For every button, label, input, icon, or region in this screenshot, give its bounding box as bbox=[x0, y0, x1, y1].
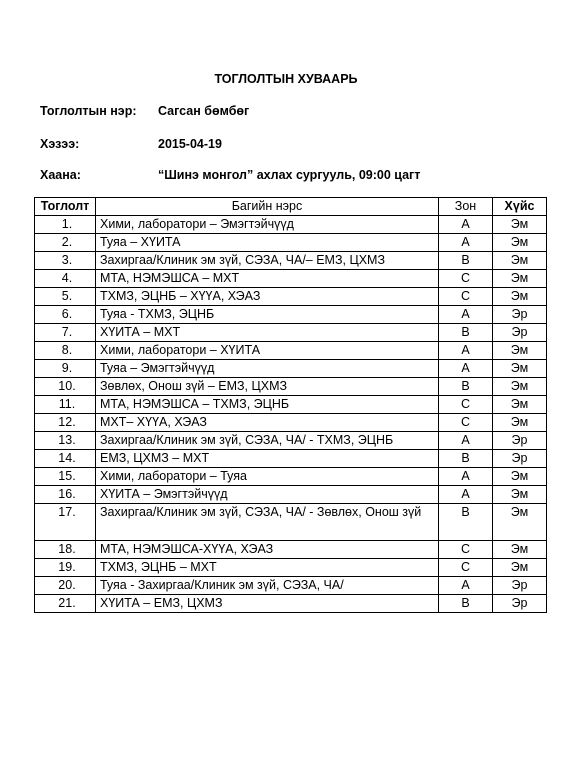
table-row bbox=[35, 324, 547, 342]
row-gender: Эм bbox=[493, 541, 547, 559]
row-zone: C bbox=[439, 270, 493, 288]
row-gender: Эр bbox=[493, 306, 547, 324]
row-number: 21. bbox=[35, 595, 96, 613]
row-team: Зөвлөх, Онош зүй – ЕМЗ, ЦХМЗ bbox=[96, 378, 439, 396]
row-gender: Эм bbox=[493, 360, 547, 378]
row-number: 5. bbox=[35, 288, 96, 306]
row-zone: C bbox=[439, 541, 493, 559]
table-row bbox=[35, 468, 547, 486]
row-gender: Эр bbox=[493, 432, 547, 450]
page-title: ТОГЛОЛТЫН ХУВААРЬ bbox=[214, 72, 358, 86]
row-zone: C bbox=[439, 414, 493, 432]
row-zone: A bbox=[439, 577, 493, 595]
row-number: 4. bbox=[35, 270, 96, 288]
table-row bbox=[35, 396, 547, 414]
row-gender: Эм bbox=[493, 486, 547, 504]
row-gender: Эр bbox=[493, 450, 547, 468]
row-number: 8. bbox=[35, 342, 96, 360]
table-body bbox=[35, 216, 547, 613]
row-team: Туяа – ХҮИТА bbox=[96, 234, 439, 252]
row-gender: Эм bbox=[493, 252, 547, 270]
row-number: 1. bbox=[35, 216, 96, 234]
table-row bbox=[35, 270, 547, 288]
row-number: 16. bbox=[35, 486, 96, 504]
row-number: 6. bbox=[35, 306, 96, 324]
schedule-table bbox=[34, 197, 547, 613]
row-zone: B bbox=[439, 324, 493, 342]
row-zone: B bbox=[439, 450, 493, 468]
row-team: ЕМЗ, ЦХМЗ – МХТ bbox=[96, 450, 439, 468]
row-number: 9. bbox=[35, 360, 96, 378]
table-row bbox=[35, 234, 547, 252]
table-row bbox=[35, 559, 547, 577]
row-gender: Эм bbox=[493, 378, 547, 396]
row-zone: B bbox=[439, 378, 493, 396]
row-team: МХТ– ХҮҮА, ХЭАЗ bbox=[96, 414, 439, 432]
row-gender: Эр bbox=[493, 595, 547, 613]
row-zone: A bbox=[439, 486, 493, 504]
row-team: ТХМЗ, ЭЦНБ – ХҮҮА, ХЭАЗ bbox=[96, 288, 439, 306]
row-gender: Эр bbox=[493, 577, 547, 595]
row-number: 3. bbox=[35, 252, 96, 270]
row-zone: C bbox=[439, 396, 493, 414]
row-gender: Эм bbox=[493, 414, 547, 432]
row-zone: C bbox=[439, 288, 493, 306]
row-team: ТХМЗ, ЭЦНБ – МХТ bbox=[96, 559, 439, 577]
row-team: Хими, лаборатори – ХҮИТА bbox=[96, 342, 439, 360]
row-team: МТА, НЭМЭШСА – ТХМЗ, ЭЦНБ bbox=[96, 396, 439, 414]
row-zone: A bbox=[439, 306, 493, 324]
header-zone: Зон bbox=[439, 198, 493, 216]
row-team: Хими, лаборатори – Туяа bbox=[96, 468, 439, 486]
row-number: 14. bbox=[35, 450, 96, 468]
table-row bbox=[35, 414, 547, 432]
place-label: Хаана: bbox=[40, 168, 81, 182]
row-zone: A bbox=[439, 468, 493, 486]
table-row bbox=[35, 577, 547, 595]
row-number: 20. bbox=[35, 577, 96, 595]
row-team: Туяа - ТХМЗ, ЭЦНБ bbox=[96, 306, 439, 324]
row-gender: Эм bbox=[493, 270, 547, 288]
row-team: Хими, лаборатори – Эмэгтэйчүүд bbox=[96, 216, 439, 234]
table-row bbox=[35, 378, 547, 396]
row-gender: Эм bbox=[493, 468, 547, 486]
header-game: Тоглолт bbox=[35, 198, 96, 216]
row-team: Туяа - Захиргаа/Клиник эм зүй, СЭЗА, ЧА/ bbox=[96, 577, 439, 595]
row-gender: Эм bbox=[493, 559, 547, 577]
row-gender: Эм bbox=[493, 216, 547, 234]
table-row bbox=[35, 486, 547, 504]
header-gender: Хүйс bbox=[493, 198, 547, 216]
table-row bbox=[35, 541, 547, 559]
row-team: ХҮИТА – ЕМЗ, ЦХМЗ bbox=[96, 595, 439, 613]
row-zone: A bbox=[439, 216, 493, 234]
row-team: Захиргаа/Клиник эм зүй, СЭЗА, ЧА/ - Зөвлөх, Онош зүй bbox=[96, 504, 439, 541]
table-row bbox=[35, 342, 547, 360]
table-row bbox=[35, 432, 547, 450]
row-gender: Эм bbox=[493, 504, 547, 541]
row-gender: Эр bbox=[493, 324, 547, 342]
place-value: “Шинэ монгол” ахлах сургууль, 09:00 цагт bbox=[158, 168, 421, 182]
row-gender: Эм bbox=[493, 342, 547, 360]
row-zone: B bbox=[439, 252, 493, 270]
name-label: Тоглолтын нэр: bbox=[40, 104, 137, 118]
row-number: 18. bbox=[35, 541, 96, 559]
table-header-row bbox=[35, 198, 547, 216]
row-zone: B bbox=[439, 504, 493, 541]
row-gender: Эм bbox=[493, 396, 547, 414]
row-gender: Эм bbox=[493, 234, 547, 252]
header-team: Багийн нэрс bbox=[96, 198, 439, 216]
row-zone: A bbox=[439, 234, 493, 252]
table-row bbox=[35, 595, 547, 613]
row-number: 7. bbox=[35, 324, 96, 342]
row-team: ХҮИТА – Эмэгтэйчүүд bbox=[96, 486, 439, 504]
name-value: Сагсан бөмбөг bbox=[158, 104, 250, 118]
row-zone: C bbox=[439, 559, 493, 577]
row-team: МТА, НЭМЭШСА – МХТ bbox=[96, 270, 439, 288]
row-team: Захиргаа/Клиник эм зүй, СЭЗА, ЧА/ - ТХМЗ, ЭЦНБ bbox=[96, 432, 439, 450]
row-number: 10. bbox=[35, 378, 96, 396]
row-zone: A bbox=[439, 342, 493, 360]
table-row bbox=[35, 216, 547, 234]
table-row bbox=[35, 252, 547, 270]
table-row bbox=[35, 360, 547, 378]
row-number: 17. bbox=[35, 504, 96, 541]
table-row bbox=[35, 306, 547, 324]
row-zone: B bbox=[439, 595, 493, 613]
date-label: Хэзээ: bbox=[40, 137, 80, 151]
row-number: 2. bbox=[35, 234, 96, 252]
row-gender: Эм bbox=[493, 288, 547, 306]
table-row bbox=[35, 504, 547, 541]
table-row bbox=[35, 288, 547, 306]
row-team: ХҮИТА – МХТ bbox=[96, 324, 439, 342]
date-value: 2015-04-19 bbox=[158, 137, 222, 151]
row-number: 12. bbox=[35, 414, 96, 432]
row-number: 15. bbox=[35, 468, 96, 486]
row-team: Туяа – Эмэгтэйчүүд bbox=[96, 360, 439, 378]
row-number: 13. bbox=[35, 432, 96, 450]
row-number: 11. bbox=[35, 396, 96, 414]
row-team: МТА, НЭМЭШСА-ХҮҮА, ХЭАЗ bbox=[96, 541, 439, 559]
row-number: 19. bbox=[35, 559, 96, 577]
row-zone: A bbox=[439, 432, 493, 450]
table-row bbox=[35, 450, 547, 468]
row-zone: A bbox=[439, 360, 493, 378]
row-team: Захиргаа/Клиник эм зүй, СЭЗА, ЧА/– ЕМЗ, ЦХМЗ bbox=[96, 252, 439, 270]
